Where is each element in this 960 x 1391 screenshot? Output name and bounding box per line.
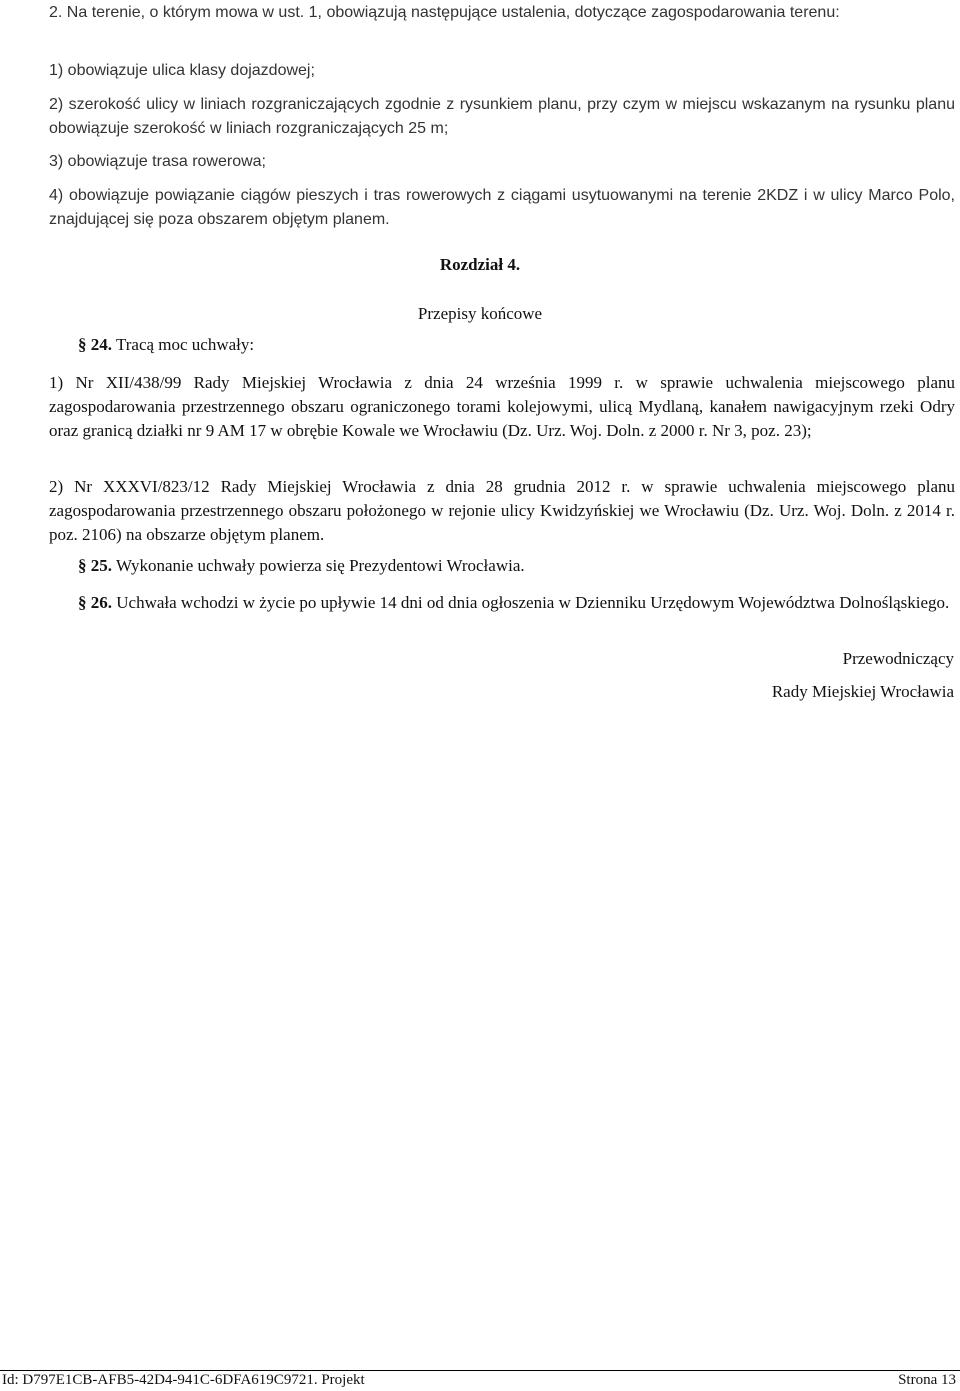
paragraph-24-item-1: 1) Nr XII/438/99 Rady Miejskiej Wrocławia z dnia 24 września 1999 r. w sprawie uchwalenia miejscowego planu zagospodarowania przestrzennego obszaru ograniczonego torami kolejowymi, ulicą Mydlaną, kanałem nawigacyjnym rzeki Odry oraz granicą działki nr 9 AM 17 w obrębie Kowale we Wrocławiu (Dz. Urz. Woj. Doln. z 2000 r. Nr 3, poz. 23); <box>49 373 955 440</box>
paragraph-mark: § <box>78 593 87 612</box>
section2-intro: 2. Na terenie, o którym mowa w ust. 1, obowiązują następujące ustalenia, dotyczące zagospodarowania terenu: <box>49 4 840 21</box>
paragraph-24-number: 24. <box>90 335 112 354</box>
paragraph-24-text: Tracą moc uchwały: <box>115 335 255 354</box>
footer-page-number: Strona 13 <box>898 1372 956 1388</box>
signature-title: Przewodniczący <box>842 649 954 668</box>
paragraph-24-heading <box>78 335 254 355</box>
paragraph-mark: § <box>78 556 87 575</box>
section2-item-2: 2) szerokość ulicy w liniach rozgraniczających zgodnie z rysunkiem planu, przy czym w miejscu wskazanym na rysunku planu obowiązuje szerokość w liniach rozgraniczających 25 m; <box>49 96 955 137</box>
signature-council: Rady Miejskiej Wrocławia <box>771 682 954 701</box>
section2-item-1: 1) obowiązuje ulica klasy dojazdowej; <box>49 62 315 79</box>
paragraph-25-number: 25. <box>90 556 112 575</box>
chapter-number: Rozdział 4. <box>439 255 521 274</box>
footer-divider <box>0 1370 960 1371</box>
paragraph-26 <box>49 591 955 615</box>
paragraph-26-number: 26. <box>90 593 112 612</box>
section2-item-3: 3) obowiązuje trasa rowerowa; <box>49 153 266 170</box>
paragraph-26-text: Uchwała wchodzi w życie po upływie 14 dni od dnia ogłoszenia w Dzienniku Urzędowym Województwa Dolnośląskiego. <box>116 593 950 612</box>
paragraph-25-text: Wykonanie uchwały powierza się Prezydentowi Wrocławia. <box>115 556 525 575</box>
section2-item-4: 4) obowiązuje powiązanie ciągów pieszych i tras rowerowych z ciągami usytuowanymi na terenie 2KDZ i w ulicy Marco Polo, znajdującej się poza obszarem objętym planem. <box>49 187 955 228</box>
paragraph-25 <box>78 556 525 576</box>
chapter-title: Przepisy końcowe <box>417 304 543 323</box>
paragraph-24-item-2: 2) Nr XXXVI/823/12 Rady Miejskiej Wrocławia z dnia 28 grudnia 2012 r. w sprawie uchwalenia miejscowego planu zagospodarowania przestrzennego obszaru położonego w rejonie ulicy Kwidzyńskiej we Wrocławiu (Dz. Urz. Woj. Doln. z 2014 r. poz. 2106) na obszarze objętym planem. <box>49 477 955 544</box>
footer-document-id: Id: D797E1CB-AFB5-42D4-941C-6DFA619C9721. Projekt <box>2 1372 365 1388</box>
paragraph-mark: § <box>78 335 87 354</box>
